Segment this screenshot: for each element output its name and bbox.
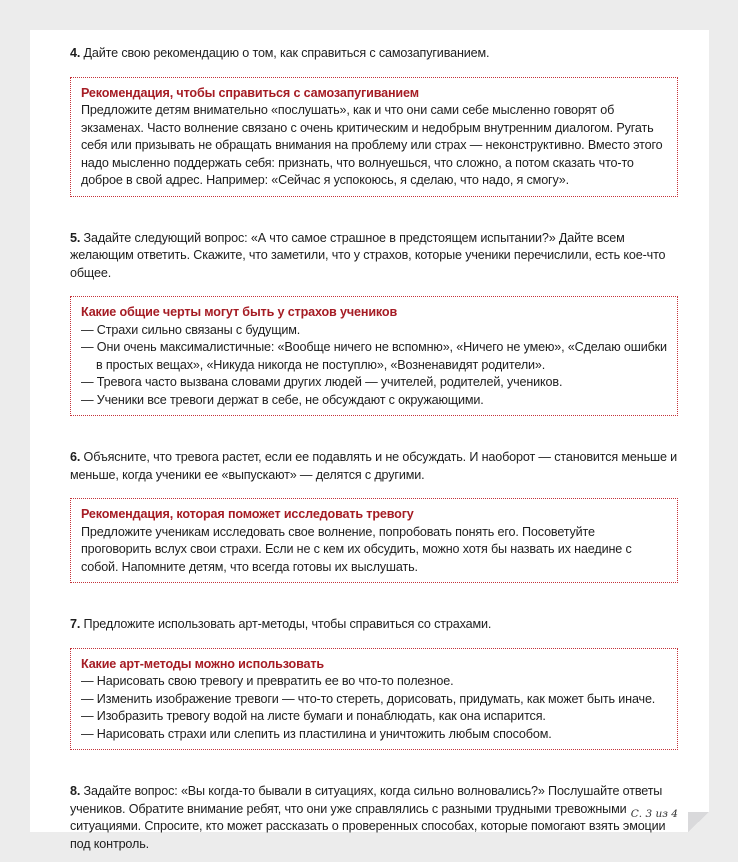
list-item: — Нарисовать страхи или слепить из пластилина и уничтожить любым способом.: [81, 726, 552, 741]
step-7: [70, 616, 678, 634]
page-number: С. 3 из 4: [630, 808, 678, 820]
spacer: [70, 214, 678, 230]
step-number: 4.: [70, 46, 81, 60]
step-number: 6.: [70, 450, 81, 464]
step-number: 5.: [70, 230, 81, 245]
step-number: 8.: [70, 784, 81, 798]
recommendation-box: [70, 498, 678, 583]
list-item: — Ученики все тревоги держат в себе, не обсуждают с окружающими.: [81, 392, 484, 407]
step-text: Предложите использовать арт-методы, чтобы справиться со страхами.: [80, 617, 492, 631]
page-fold-corner: [688, 812, 709, 832]
list-item: — Они очень максималистичные: «Вообще ничего не вспомню», «Ничего не умею», «Сделаю ошибки в простых вещах», «Никуда никогда не поступлю», «Возненавидят родители».: [81, 340, 667, 372]
art-methods-box: [70, 648, 678, 751]
box-title: Какие общие черты могут быть у страхов учеников: [81, 305, 398, 319]
box-title: Какие арт-методы можно использовать: [81, 656, 324, 671]
spacer: [70, 433, 678, 449]
fears-traits-box: [70, 296, 678, 416]
page-content: [70, 45, 678, 853]
spacer: [70, 767, 678, 783]
box-text: Предложите ученикам исследовать свое волнение, попробовать понять его. Посоветуйте проговорить вслух свои страхи. Если не с кем их обсудить, можно хотя бы назвать их наедине с собой. Напомните детям, что всегда готовы их выслушать.: [81, 524, 632, 574]
box-title: Рекомендация, чтобы справиться с самозапугиванием: [81, 85, 419, 100]
list-item: — Нарисовать свою тревогу и превратить ее во что-то полезное.: [81, 674, 454, 688]
box-text: Предложите детям внимательно «послушать», как и что они сами себе мысленно говорят об экзаменах. Часто волнение связано с очень критическим и недобрым внутренним диалогом. Ругать себя или призывать не обращать внимания на проблему или страх — неконструктивно. Вместо этого надо мысленно поддержать себя: признать, что волнуешься, что сложно, а потом сказать что-то доброе в свой адрес. Например: «Сейчас я успокоюсь, я сделаю, что надо, я смогу».: [81, 103, 663, 187]
step-number: 7.: [70, 617, 81, 631]
box-title: Рекомендация, которая поможет исследовать тревогу: [81, 507, 414, 521]
step-4: [70, 45, 678, 63]
list-item: — Страхи сильно связаны с будущим.: [81, 322, 301, 337]
box-list: [81, 673, 667, 743]
step-text: Дайте свою рекомендацию о том, как справиться с самозапугиванием.: [80, 46, 490, 60]
step-text: Задайте вопрос: «Вы когда-то бывали в ситуациях, когда сильно волновались?» Послушайте ответы учеников. Обратите внимание ребят, что они уже справлялись с разными трудными тревожными ситуациями. Спросите, кто может рассказать о проверенных способах, которые помогают взять эмоции под контроль.: [70, 784, 666, 851]
list-item: — Изобразить тревогу водой на листе бумаги и понаблюдать, как она испарится.: [81, 709, 546, 723]
step-5: [70, 230, 678, 283]
recommendation-box: [70, 77, 678, 197]
step-8: [70, 783, 678, 853]
step-text: Задайте следующий вопрос: «А что самое страшное в предстоящем испытании?» Дайте всем желающим ответить. Скажите, что заметили, что у страхов, которые ученики перечислили, есть кое-что общее.: [70, 230, 666, 280]
step-6: [70, 449, 678, 484]
spacer: [70, 600, 678, 616]
list-item: — Тревога часто вызвана словами других людей — учителей, родителей, учеников.: [81, 375, 563, 389]
step-text: Объясните, что тревога растет, если ее подавлять и не обсуждать. И наоборот — становится меньше и меньше, когда ученики ее «выпускают» — делятся с другими.: [70, 450, 678, 482]
box-list: [81, 322, 667, 410]
list-item: — Изменить изображение тревоги — что-то стереть, дорисовать, придумать, как может быть иначе.: [81, 691, 656, 706]
document-page: [30, 30, 709, 851]
